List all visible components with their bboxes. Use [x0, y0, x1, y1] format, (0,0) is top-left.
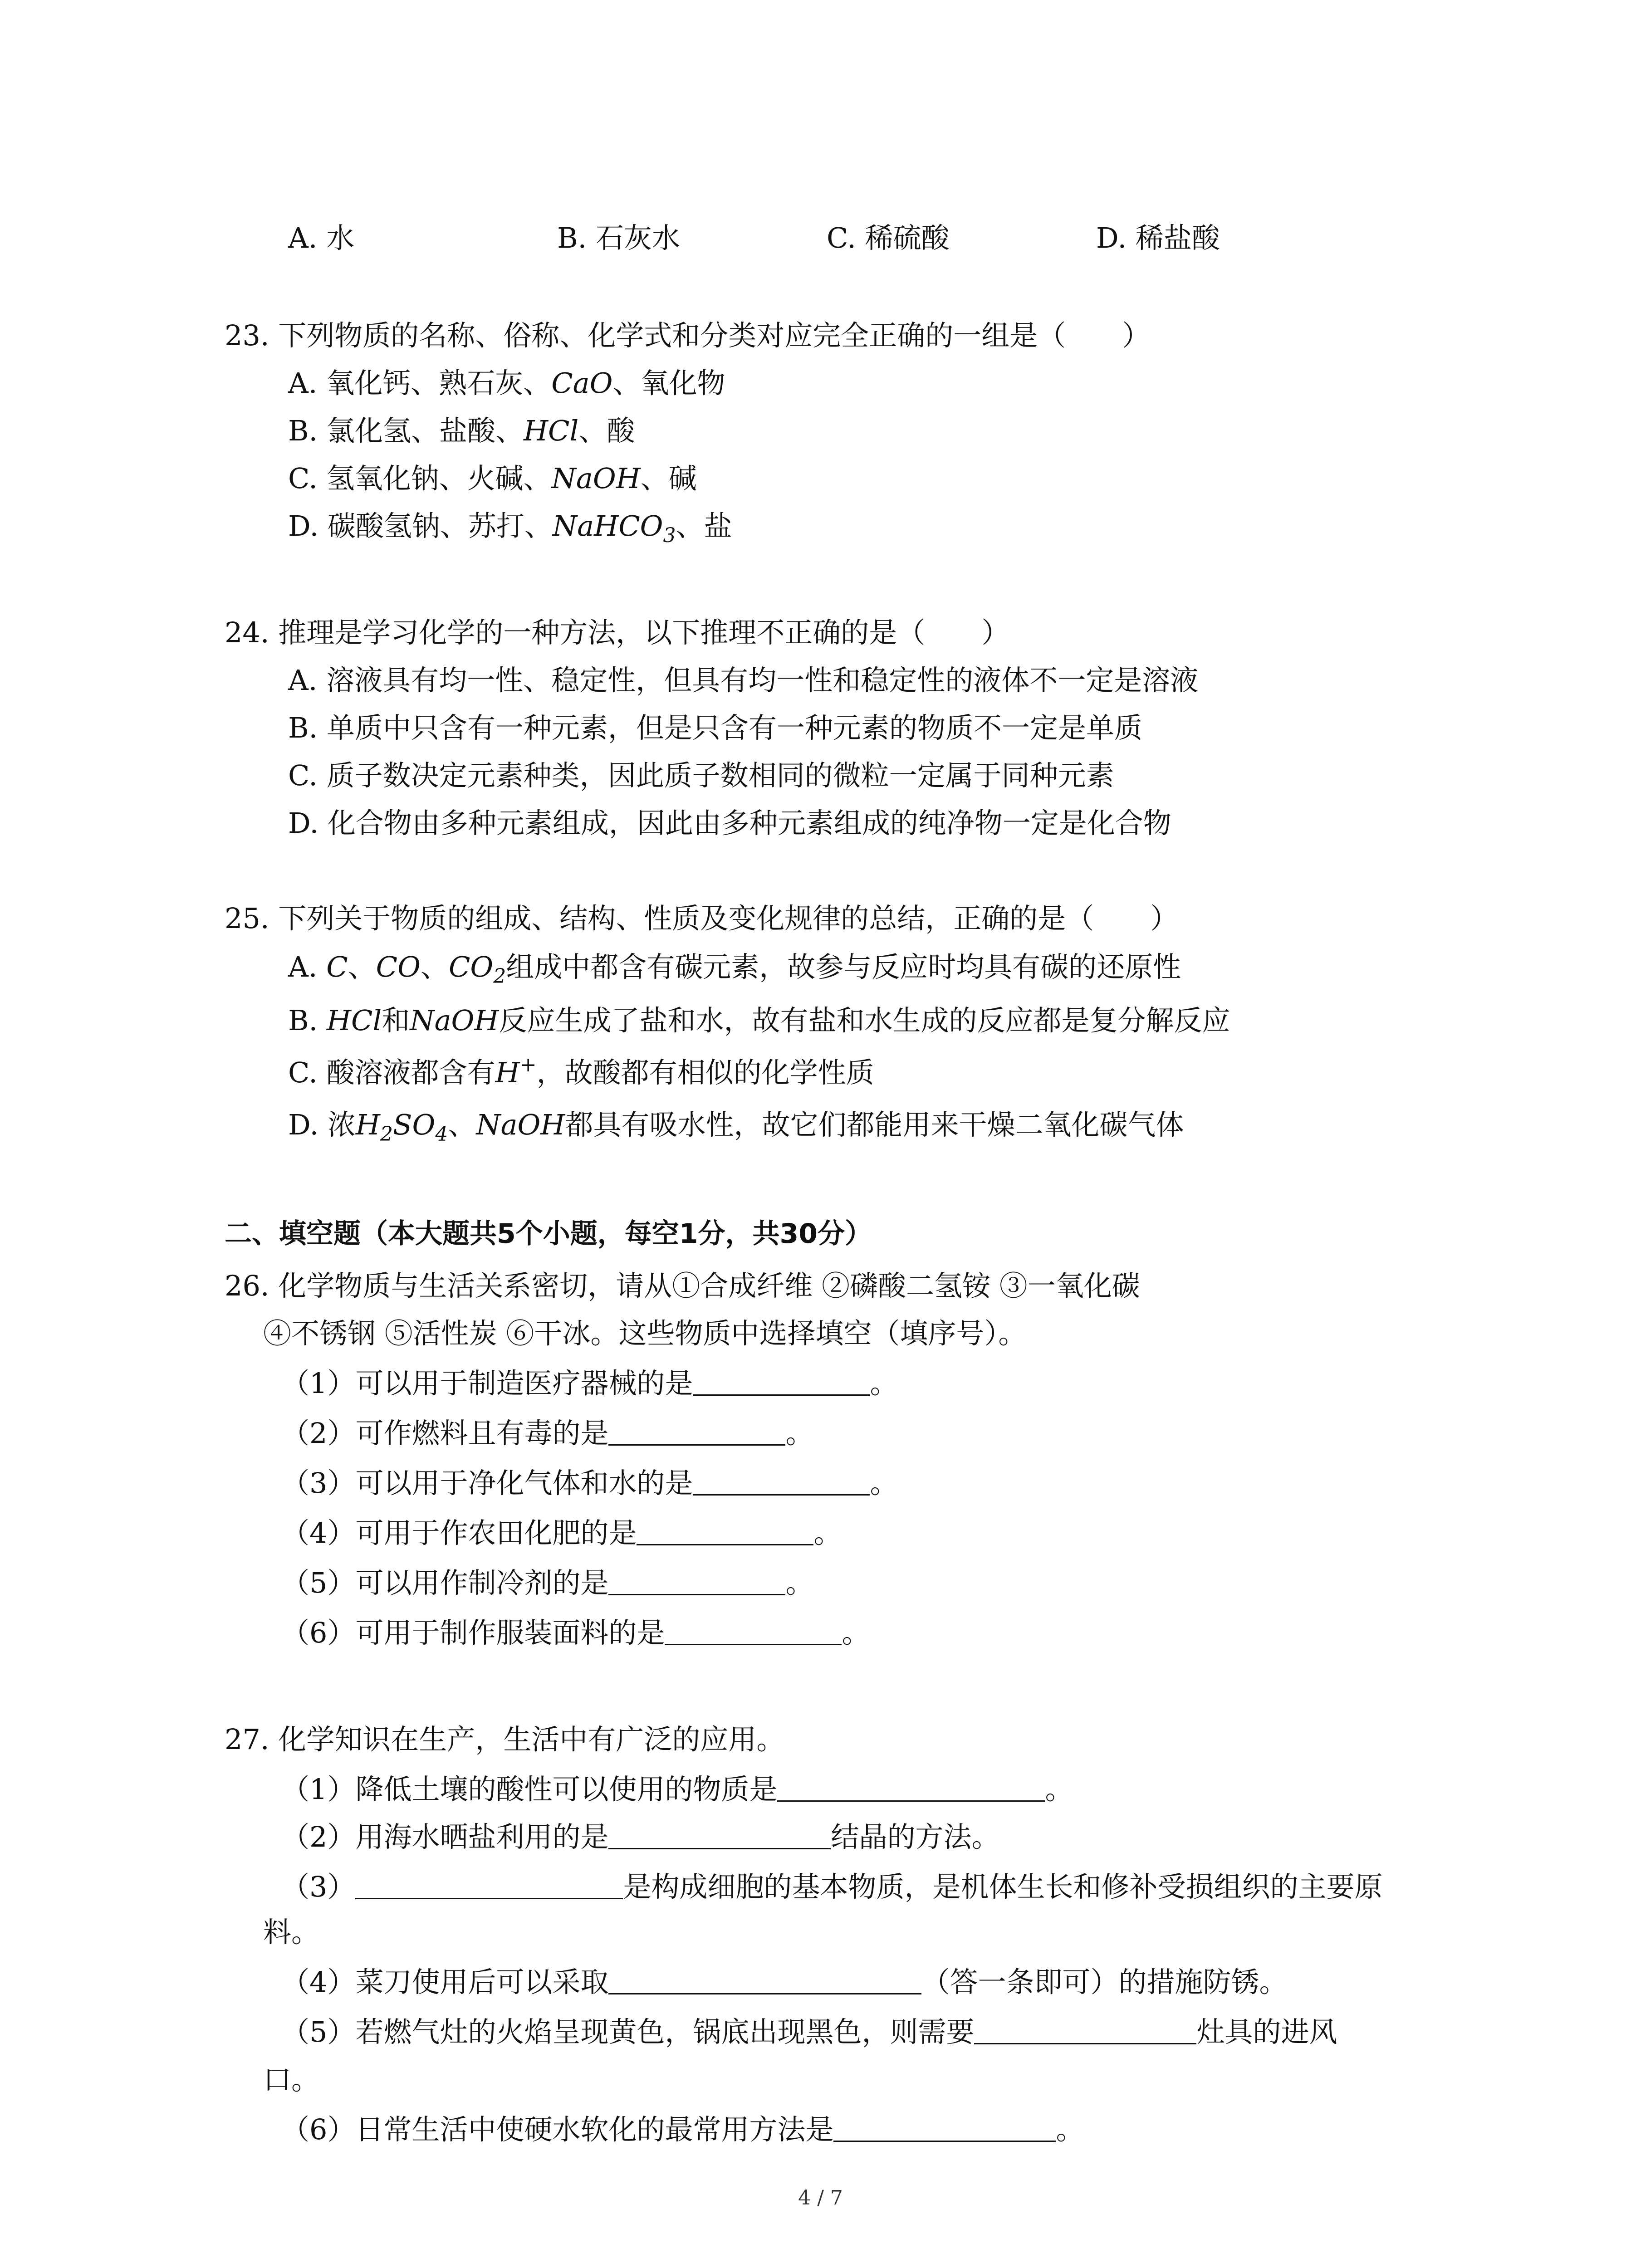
- q25-stem: 25. 下列关于物质的组成、结构、性质及变化规律的总结，正确的是（ ）: [225, 902, 1179, 935]
- q26-item-5: （5）可以用作制冷剂的是 。: [281, 1566, 814, 1599]
- q27-item-6: （6）日常生活中使硬水软化的最常用方法是 。: [281, 2113, 1084, 2146]
- section-heading: 二、填空题（本大题共5个小题，每空1分，共30分）: [225, 1218, 872, 1250]
- q25-option-c: C. 酸溶液都含有H+，故酸都有相似的化学性质: [288, 1053, 874, 1089]
- answer-blank[interactable]: [833, 2113, 1056, 2142]
- answer-blank[interactable]: [608, 1567, 785, 1595]
- q23-option-d: D. 碳酸氢钠、苏打、NaHCO$_3$、盐: [288, 509, 732, 547]
- answer-blank[interactable]: [608, 1821, 831, 1849]
- q27-item-3-continued: 料。: [263, 1916, 320, 1949]
- q27-item-5: （5）若燃气灶的火焰呈现黄色，锅底出现黑色，则需要 灶具的进风: [281, 2015, 1337, 2048]
- q23-stem: 23. 下列物质的名称、俗称、化学式和分类对应完全正确的一组是（ ）: [225, 319, 1151, 352]
- q25-option-a: A. C、CO、$CO_2$组成中都含有碳元素，故参与反应时均具有碳的还原性: [288, 950, 1181, 988]
- q26-stem-line1: 26. 化学物质与生活关系密切，请从①合成纤维 ②磷酸二氢铵 ③一氧化碳: [225, 1269, 1140, 1302]
- q24-option-a: A. 溶液具有均一性、稳定性，但具有均一性和稳定性的液体不一定是溶液: [288, 664, 1199, 697]
- q24-option-b: B. 单质中只含有一种元素，但是只含有一种元素的物质不一定是单质: [288, 711, 1142, 744]
- q26-item-4: （4）可用于作农田化肥的是 。: [281, 1516, 842, 1549]
- q23-option-c: C. 氢氧化钠、火碱、NaOH、碱: [288, 462, 697, 495]
- q25-option-b: B. HCl和NaOH反应生成了盐和水，故有盐和水生成的反应都是复分解反应: [288, 1004, 1230, 1037]
- q26-item-6: （6）可用于制作服装面料的是 。: [281, 1616, 870, 1649]
- q26-item-2: （2）可作燃料且有毒的是 。: [281, 1417, 814, 1450]
- q25-option-d: D. 浓$H_2SO_4$、NaOH都具有吸水性，故它们都能用来干燥二氧化碳气体: [288, 1108, 1184, 1146]
- answer-blank[interactable]: [608, 1966, 921, 1994]
- answer-blank[interactable]: [608, 1417, 785, 1446]
- q27-item-2: （2）用海水晒盐利用的是 结晶的方法。: [281, 1820, 1000, 1853]
- q26-stem-line2: ④不锈钢 ⑤活性炭 ⑥干冰。这些物质中选择填空（填序号）。: [263, 1317, 1027, 1350]
- q24-option-c: C. 质子数决定元素种类，因此质子数相同的微粒一定属于同种元素: [288, 759, 1114, 792]
- q22-option-d: D. 稀盐酸: [1096, 221, 1220, 254]
- q23-option-b: B. 氯化氢、盐酸、HCl、酸: [288, 414, 635, 447]
- answer-blank[interactable]: [693, 1467, 870, 1496]
- q23-option-a: A. 氧化钙、熟石灰、CaO、氧化物: [288, 367, 725, 400]
- answer-blank[interactable]: [777, 1773, 1045, 1802]
- q27-stem: 27. 化学知识在生产，生活中有广泛的应用。: [225, 1723, 785, 1756]
- q26-item-3: （3）可以用于净化气体和水的是 。: [281, 1466, 898, 1500]
- answer-blank[interactable]: [637, 1517, 813, 1545]
- q24-stem: 24. 推理是学习化学的一种方法，以下推理不正确的是（ ）: [225, 616, 1010, 649]
- answer-blank[interactable]: [665, 1617, 842, 1645]
- q22-option-c: C. 稀硫酸: [827, 221, 950, 254]
- q27-item-3: （3） 是构成细胞的基本物质，是机体生长和修补受损组织的主要原: [281, 1870, 1383, 1903]
- q27-item-1: （1）降低土壤的酸性可以使用的物质是 。: [281, 1773, 1073, 1806]
- answer-blank[interactable]: [355, 1871, 623, 1899]
- q26-item-1: （1）可以用于制造医疗器械的是 。: [281, 1367, 898, 1400]
- answer-blank[interactable]: [693, 1367, 870, 1396]
- page-number: 4 / 7: [798, 2186, 843, 2209]
- q27-item-5-continued: 口。: [263, 2063, 320, 2096]
- q22-option-b: B. 石灰水: [557, 221, 680, 254]
- answer-blank[interactable]: [974, 2016, 1196, 2044]
- q24-option-d: D. 化合物由多种元素组成，因此由多种元素组成的纯净物一定是化合物: [288, 807, 1171, 840]
- q27-item-4: （4）菜刀使用后可以采取 （答一条即可）的措施防锈。: [281, 1965, 1288, 1999]
- q22-option-a: A. 水: [288, 221, 355, 254]
